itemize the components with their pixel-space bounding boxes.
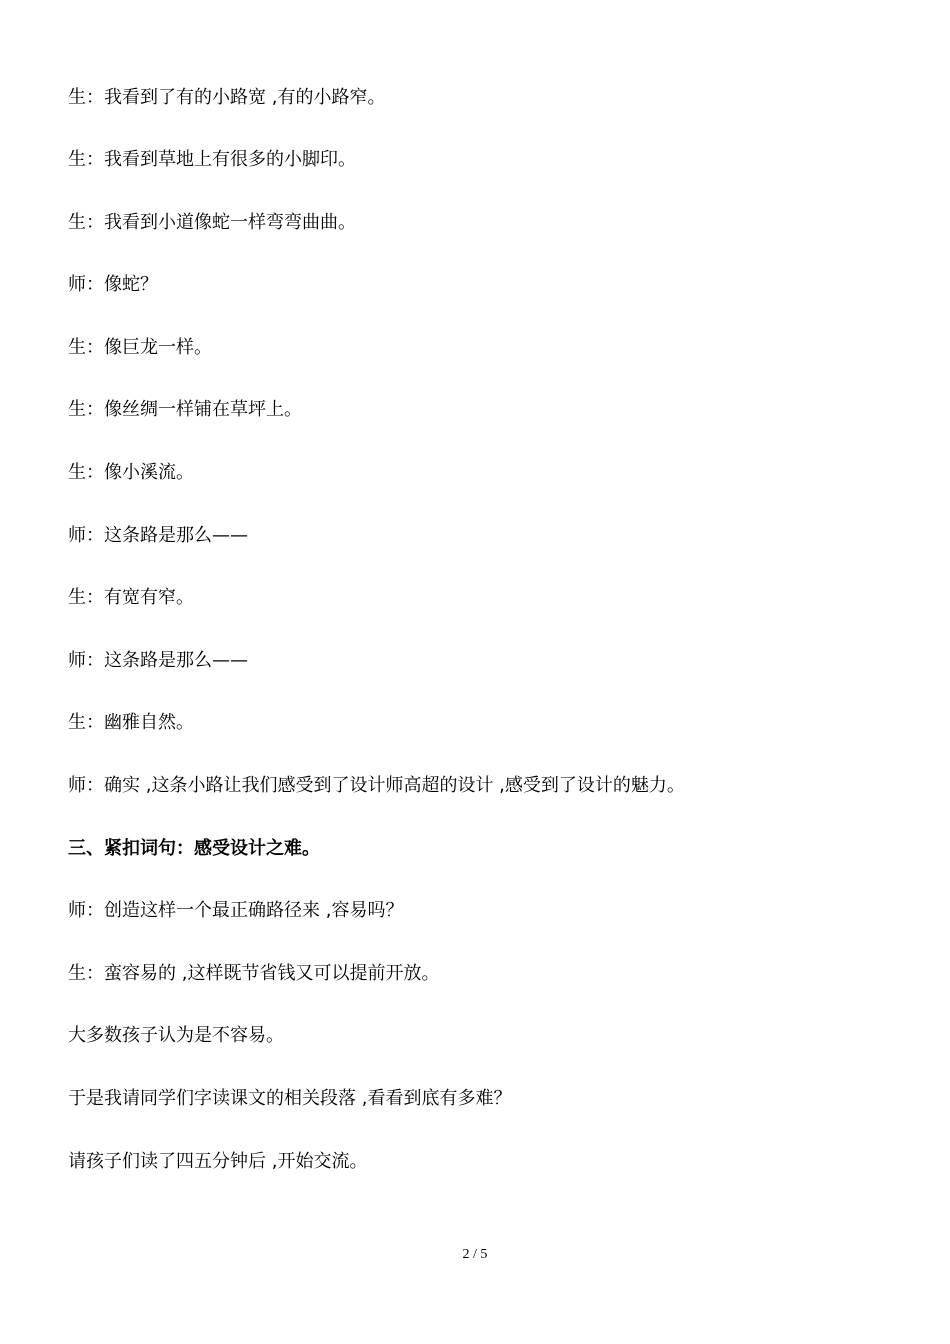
dialogue-line: 生：有宽有窄。 bbox=[68, 587, 194, 608]
dialogue-line: 师：这条路是那么—— bbox=[68, 650, 248, 671]
paragraph-line: 于是我请同学们字读课文的相关段落 ,看看到底有多难？ bbox=[68, 1088, 512, 1109]
dialogue-line: 师：像蛇？ bbox=[68, 274, 158, 295]
dialogue-line: 生：幽雅自然。 bbox=[68, 712, 194, 733]
dialogue-line: 生：蛮容易的 ,这样既节省钱又可以提前开放。 bbox=[68, 963, 440, 984]
dialogue-line: 师：确实 ,这条小路让我们感受到了设计师高超的设计 ,感受到了设计的魅力。 bbox=[68, 775, 685, 796]
dialogue-line: 师：这条路是那么—— bbox=[68, 525, 248, 546]
dialogue-line: 生：我看到小道像蛇一样弯弯曲曲。 bbox=[68, 212, 356, 233]
dialogue-line: 生：像丝绸一样铺在草坪上。 bbox=[68, 399, 302, 420]
dialogue-line: 生：我看到了有的小路宽 ,有的小路窄。 bbox=[68, 87, 386, 108]
dialogue-line: 生：我看到草地上有很多的小脚印。 bbox=[68, 149, 356, 170]
paragraph-line: 请孩子们读了四五分钟后 ,开始交流。 bbox=[68, 1151, 368, 1172]
dialogue-line: 生：像小溪流。 bbox=[68, 462, 194, 483]
page-number: 2 / 5 bbox=[462, 1247, 488, 1262]
paragraph-line: 大多数孩子认为是不容易。 bbox=[68, 1025, 284, 1046]
dialogue-line: 师：创造这样一个最正确路径来 ,容易吗？ bbox=[68, 900, 404, 921]
section-heading: 三、紧扣词句：感受设计之难。 bbox=[68, 838, 320, 859]
dialogue-line: 生：像巨龙一样。 bbox=[68, 337, 212, 358]
